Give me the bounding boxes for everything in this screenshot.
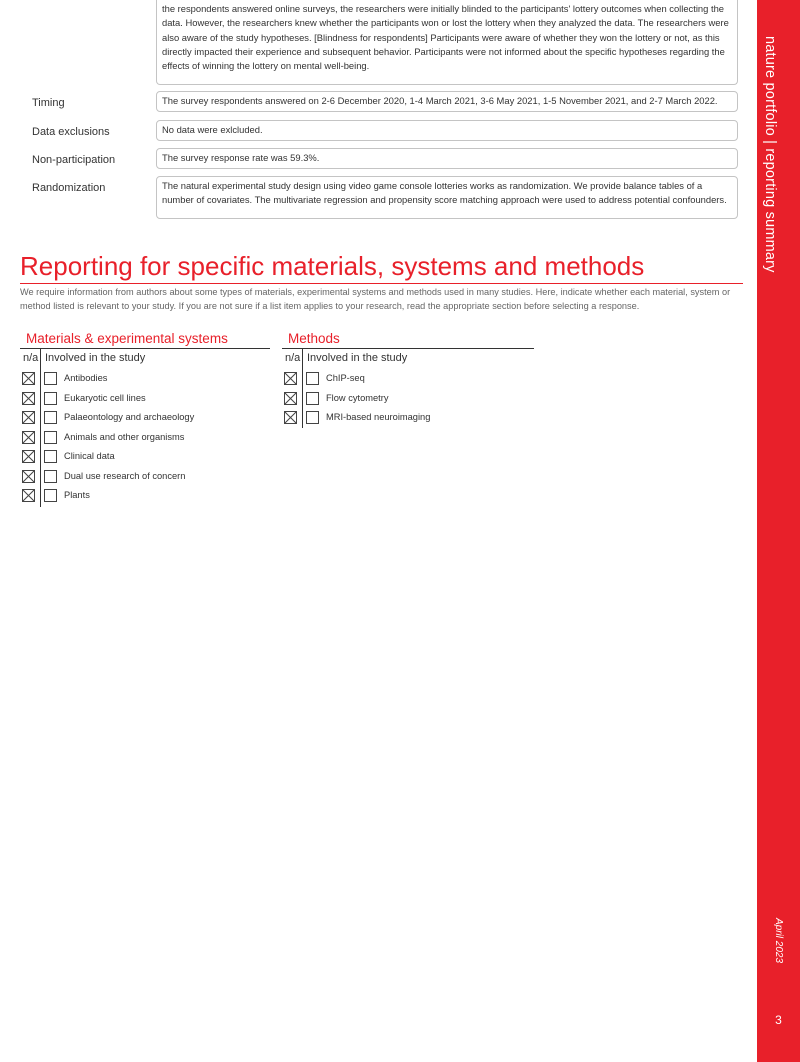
materials-list [20,369,270,506]
methods-header [282,349,534,369]
na-checkbox[interactable] [284,392,297,405]
na-checkbox[interactable] [22,411,35,424]
methods-title: Methods [282,330,534,349]
randomization-text-box[interactable]: The natural experimental study design using video game console lotteries works as randomization. We provide balance tables of a number of covariates. The multivariate regression and propensity score matching approach were used to address potential confounders. [156,176,738,219]
randomization-label: Randomization [32,182,106,194]
methods-list [282,369,534,428]
cross-mark-icon [23,451,34,462]
checklist-item [20,389,270,409]
checklist-item-label: Plants [64,490,90,500]
checklist-item-label: Animals and other organisms [64,431,185,442]
checklist-item-label: Flow cytometry [326,392,389,403]
involved-checkbox[interactable] [306,411,319,424]
cross-mark-icon [285,412,296,423]
checklist-item-label: Clinical data [64,451,115,461]
methods-involved-header: Involved in the study [307,352,408,364]
data-exclusions-text-box[interactable]: No data were exlcluded. [156,120,738,141]
na-checkbox[interactable] [22,431,35,444]
checklist-item-label: Eukaryotic cell lines [64,392,146,403]
checklist-item [282,389,534,409]
checklist-item [20,428,270,448]
cross-mark-icon [23,393,34,404]
cross-mark-icon [285,373,296,384]
checklist-item-label: Palaeontology and archaeology [64,412,195,422]
checklist-item [20,467,270,487]
materials-column [20,330,270,506]
checklist-item-label: MRI-based neuroimaging [326,412,431,422]
na-checkbox[interactable] [22,450,35,463]
checklist-item [282,408,534,428]
methods-column [282,330,534,428]
involved-checkbox[interactable] [306,372,319,385]
checklist-item [20,408,270,428]
cross-mark-icon [23,432,34,443]
checklist-item-label: Dual use research of concern [64,470,186,481]
cross-mark-icon [23,373,34,384]
data-exclusions-label: Data exclusions [32,126,110,138]
checklist-item-label: ChIP-seq [326,373,365,383]
na-checkbox[interactable] [22,372,35,385]
materials-header [20,349,270,369]
checklist-item [20,447,270,467]
checklist-item [20,369,270,389]
materials-na-header: n/a [23,352,39,364]
involved-checkbox[interactable] [44,470,57,483]
cross-mark-icon [23,490,34,501]
na-checkbox[interactable] [22,489,35,502]
section-heading: Reporting for specific materials, systems and methods [20,249,743,284]
involved-checkbox[interactable] [44,450,57,463]
methods-na-header: n/a [285,352,301,364]
form-version-date: April 2023 [773,918,784,964]
involved-checkbox[interactable] [44,392,57,405]
timing-label: Timing [32,97,65,109]
cross-mark-icon [285,393,296,404]
involved-checkbox[interactable] [44,411,57,424]
non-participation-label: Non-participation [32,154,116,166]
page-number: 3 [775,1013,782,1027]
checklist-item-label: Antibodies [64,373,108,383]
involved-checkbox[interactable] [44,489,57,502]
materials-involved-header: Involved in the study [45,352,146,364]
timing-text-box[interactable]: The survey respondents answered on 2-6 December 2020, 1-4 March 2021, 3-6 May 2021, 1-5 November 2021, and 2-7 March 2022. [156,91,738,112]
involved-checkbox[interactable] [44,372,57,385]
checklist-item [282,369,534,389]
non-participation-text-box[interactable]: The survey response rate was 59.3%. [156,148,738,169]
materials-title: Materials & experimental systems [20,330,270,349]
cross-mark-icon [23,471,34,482]
involved-checkbox[interactable] [306,392,319,405]
section-intro: We require information from authors about some types of materials, experimental systems and methods used in many studies. Here, indicate whether each material, system or method listed is relevant to your study. If you are not sure if a list item applies to your research, read the appropriate section before selecting a response. [20,287,731,311]
involved-checkbox[interactable] [44,431,57,444]
na-checkbox[interactable] [284,411,297,424]
blinding-text-box[interactable]: the respondents answered online surveys, the researchers were initially blinded to the participants' lottery outcomes when collecting the data. However, the researchers knew whether the participants won or lost the lottery when they analyzed the data. The researchers were also aware of the study hypotheses. [Blindness for respondents] Participants were aware of whether they won the lottery or not, as this directly impacted their experience and subsequent behavior. Participants were not informed about the specific hypotheses regarding the effects of winning the lottery on mental well-being. [156,0,738,85]
na-checkbox[interactable] [284,372,297,385]
journal-sidebar [757,0,800,1062]
na-checkbox[interactable] [22,470,35,483]
sidebar-title: nature portfolio | reporting summary [762,36,778,273]
na-checkbox[interactable] [22,392,35,405]
checklist-item [20,486,270,506]
cross-mark-icon [23,412,34,423]
